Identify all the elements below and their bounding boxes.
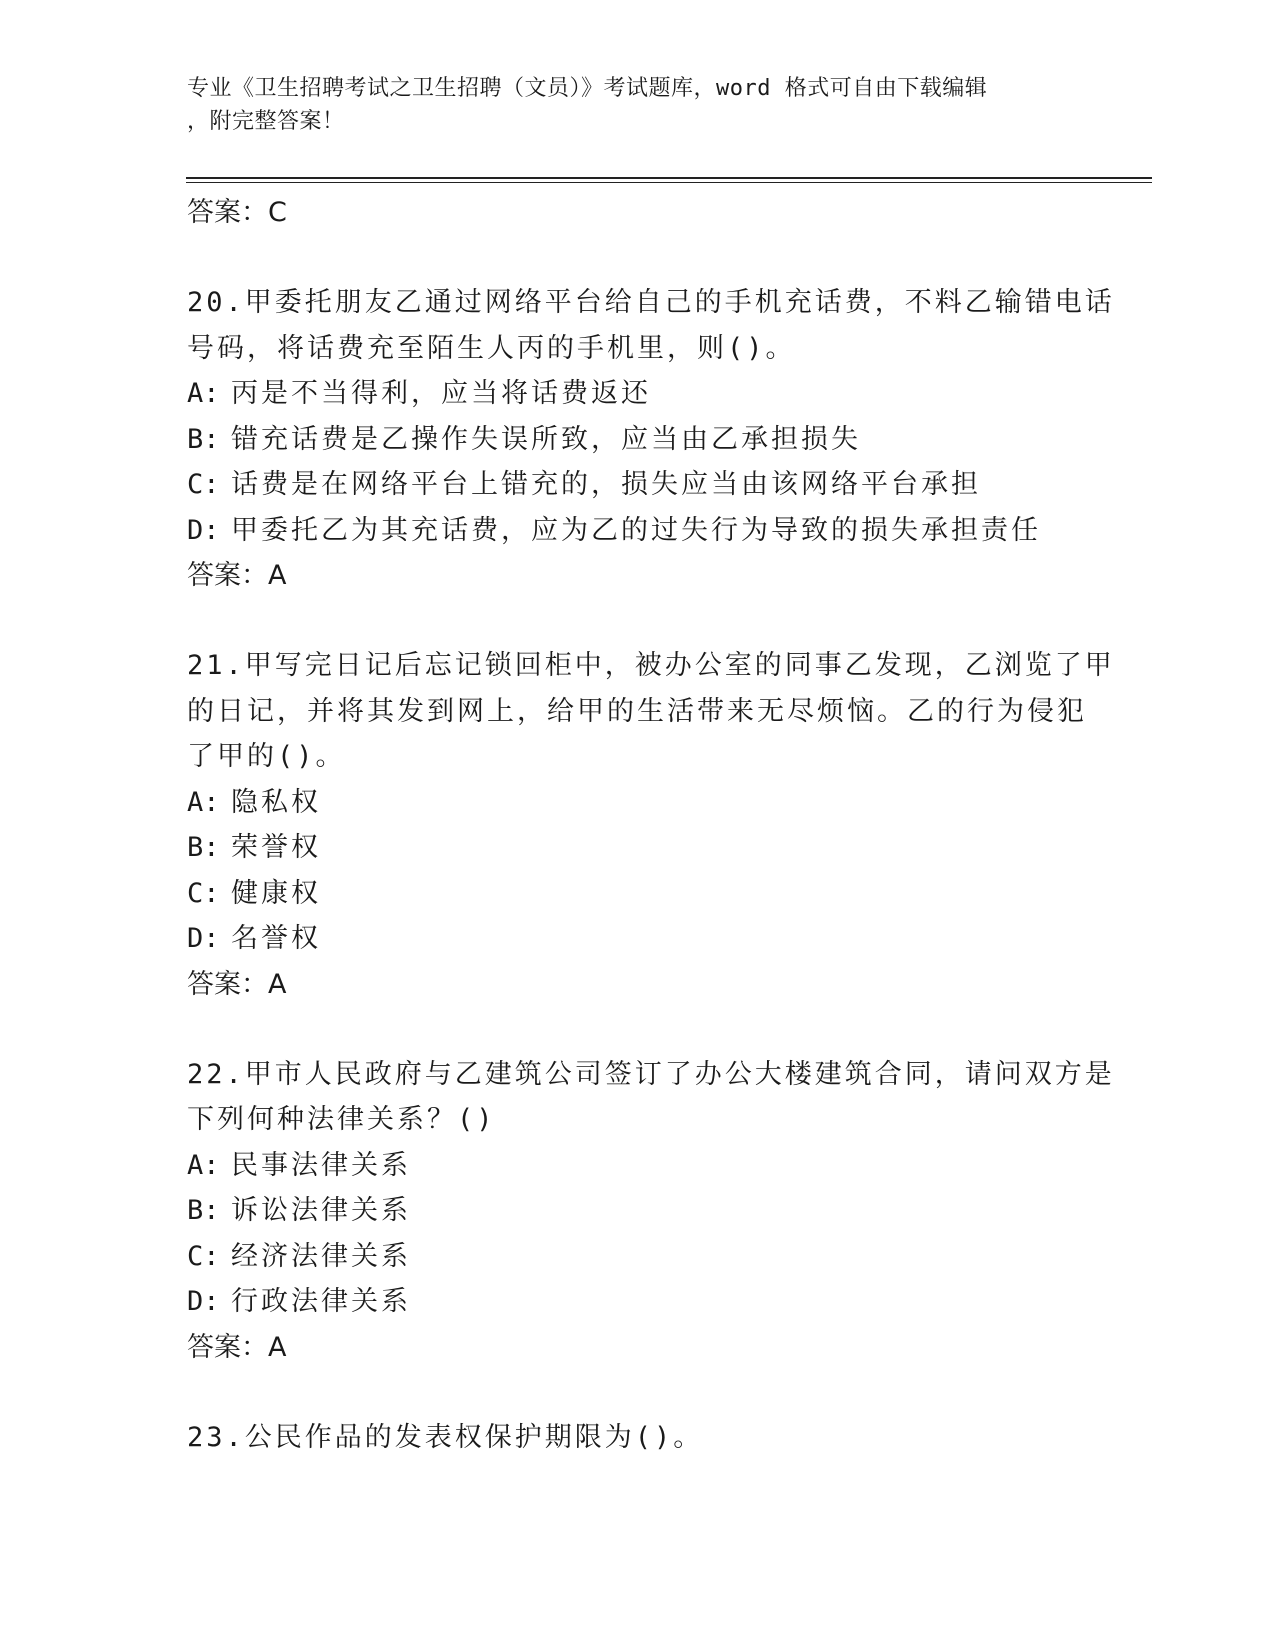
option-a xyxy=(187,1143,1087,1189)
question-stem-line: 了甲的()。 xyxy=(187,741,346,772)
question-23 xyxy=(187,1415,1087,1461)
option-text: 错充话费是乙操作失误所致，应当由乙承担损失 xyxy=(231,423,861,455)
header-divider-thin xyxy=(186,182,1152,183)
question-stem-line: 下列何种法律关系？() xyxy=(187,1104,496,1135)
option-text: 隐私权 xyxy=(231,786,321,818)
option-c xyxy=(187,871,1087,917)
header-line-2: ，附完整答案！ xyxy=(187,109,345,134)
option-text: 健康权 xyxy=(231,877,321,909)
option-letter: C: xyxy=(187,469,220,500)
option-c xyxy=(187,1234,1087,1280)
question-stem-line: 23.公民作品的发表权保护期限为()。 xyxy=(187,1421,704,1453)
option-letter: A: xyxy=(187,1149,220,1181)
option-text: 甲委托乙为其充话费，应为乙的过失行为导致的损失承担责任 xyxy=(231,514,1041,546)
option-text: 丙是不当得利，应当将话费返还 xyxy=(231,378,651,409)
option-b xyxy=(187,417,1087,463)
option-letter: A: xyxy=(187,378,220,409)
option-letter: B: xyxy=(187,1195,220,1226)
option-letter: A: xyxy=(187,786,220,818)
option-b xyxy=(187,825,1087,871)
option-letter: C: xyxy=(187,1240,220,1272)
option-b xyxy=(187,1188,1087,1234)
option-letter: C: xyxy=(187,877,220,909)
question-stem-line: 21.甲写完日记后忘记锁回柜中，被办公室的同事乙发现，乙浏览了甲 xyxy=(187,650,1115,681)
header-line-1: 专业《卫生招聘考试之卫生招聘（文员）》考试题库，word 格式可自由下载编辑 xyxy=(187,76,988,101)
header-divider-thick xyxy=(186,177,1152,179)
option-a xyxy=(187,371,1087,417)
question-20 xyxy=(187,280,1115,598)
option-d xyxy=(187,508,1087,554)
option-text: 民事法律关系 xyxy=(231,1149,411,1181)
option-c xyxy=(187,462,1087,508)
question-list xyxy=(187,190,1115,1460)
answer-line: 答案：C xyxy=(187,197,287,228)
option-letter: B: xyxy=(187,423,220,455)
option-text: 话费是在网络平台上错充的，损失应当由该网络平台承担 xyxy=(231,469,981,500)
option-letter: B: xyxy=(187,832,220,863)
option-text: 名誉权 xyxy=(231,923,321,954)
option-d xyxy=(187,1279,1087,1325)
question-22 xyxy=(187,1052,1115,1370)
question-stem-line: 20.甲委托朋友乙通过网络平台给自己的手机充话费，不料乙输错电话 xyxy=(187,287,1115,318)
option-letter: D: xyxy=(187,514,220,546)
question-stem-line: 号码，将话费充至陌生人丙的手机里，则()。 xyxy=(187,332,796,364)
option-text: 经济法律关系 xyxy=(231,1240,411,1272)
question-stem-line: 的日记，并将其发到网上，给甲的生活带来无尽烦恼。乙的行为侵犯 xyxy=(187,695,1087,727)
question-stem-line: 22.甲市人民政府与乙建筑公司签订了办公大楼建筑合同，请问双方是 xyxy=(187,1058,1115,1090)
question-21 xyxy=(187,643,1115,1007)
option-text: 行政法律关系 xyxy=(231,1286,411,1317)
option-a xyxy=(187,780,1087,826)
option-text: 诉讼法律关系 xyxy=(231,1195,411,1226)
option-d xyxy=(187,916,1087,962)
option-letter: D: xyxy=(187,1286,220,1317)
answer-line: 答案：A xyxy=(187,1331,287,1363)
answer-line: 答案：A xyxy=(187,560,287,591)
option-text: 荣誉权 xyxy=(231,832,321,863)
answer-line: 答案：A xyxy=(187,968,287,1000)
option-letter: D: xyxy=(187,923,220,954)
page-header xyxy=(187,72,1067,138)
